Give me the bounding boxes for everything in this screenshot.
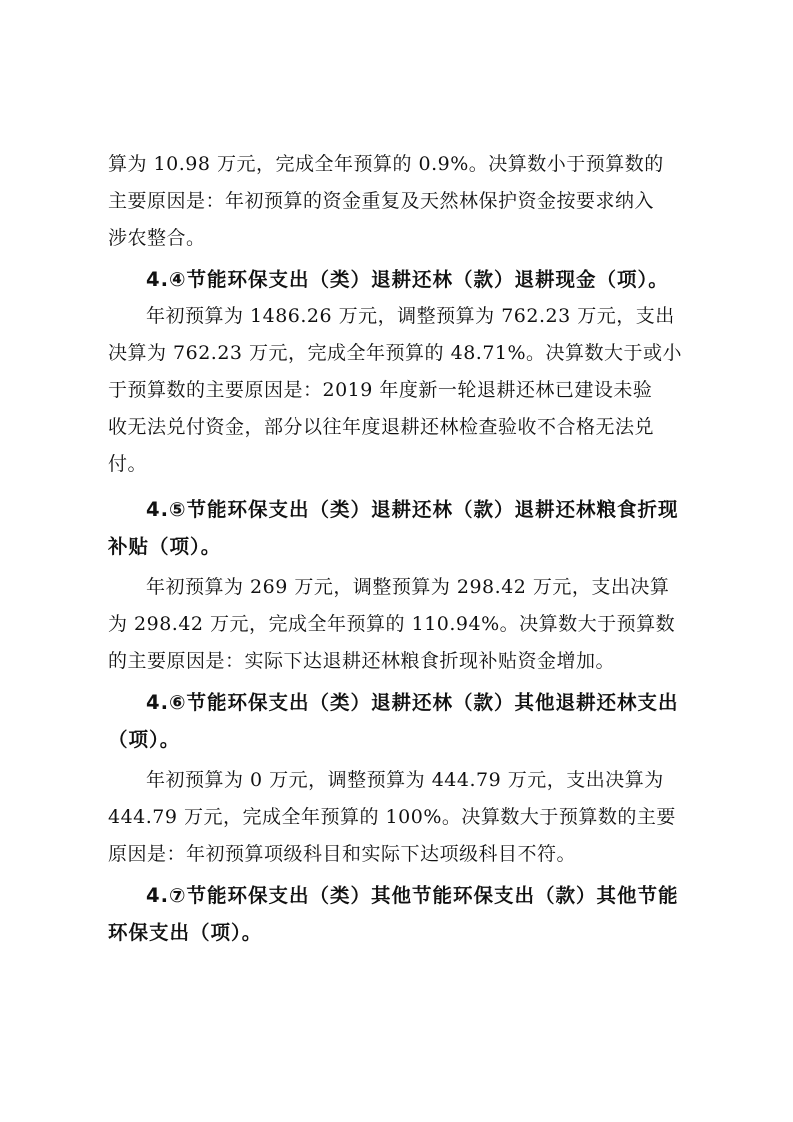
- section-4-7-heading-line-1: 4.⑦节能环保支出（类）其他节能环保支出（款）其他节能: [146, 884, 679, 907]
- section-4-6-line-2: 444.79 万元，完成全年预算的 100%。决算数大于预算数的主要: [108, 806, 676, 828]
- section-4-5-heading-line-1: 4.⑤节能环保支出（类）退耕还林（款）退耕还林粮食折现: [146, 498, 679, 521]
- intro-line-1: 算为 10.98 万元，完成全年预算的 0.9%。决算数小于预算数的: [108, 153, 664, 175]
- section-4-6-heading-line-2: （项）。: [108, 728, 181, 751]
- section-4-5-line-1: 年初预算为 269 万元，调整预算为 298.42 万元，支出决算: [146, 576, 670, 598]
- document-body: [108, 146, 688, 951]
- intro-line-3: 涉农整合。: [108, 227, 206, 249]
- section-4-5-heading-line-2: 补贴（项）。: [108, 535, 222, 558]
- section-4-4-line-4: 收无法兑付资金，部分以往年度退耕还林检查验收不合格无法兑: [108, 416, 655, 438]
- section-4-4-line-3: 于预算数的主要原因是：2019 年度新一轮退耕还林已建设未验: [108, 379, 653, 401]
- section-4-5-line-2: 为 298.42 万元，完成全年预算的 110.94%。决算数大于预算数: [108, 613, 676, 635]
- section-4-7-heading-line-2: 环保支出（项）。: [108, 921, 263, 944]
- section-4-5-line-3: 的主要原因是：实际下达退耕还林粮食折现补贴资金增加。: [108, 650, 616, 672]
- section-4-6-heading-line-1: 4.⑥节能环保支出（类）退耕还林（款）其他退耕还林支出: [146, 691, 679, 714]
- intro-line-2: 主要原因是：年初预算的资金重复及天然林保护资金按要求纳入: [108, 190, 655, 212]
- section-4-6-line-3: 原因是：年初预算项级科目和实际下达项级科目不符。: [108, 843, 577, 865]
- section-4-6-line-1: 年初预算为 0 万元，调整预算为 444.79 万元，支出决算为: [146, 769, 664, 791]
- section-4-4-heading: 4.④节能环保支出（类）退耕还林（款）退耕现金（项）。: [146, 268, 669, 291]
- section-4-4-line-1: 年初预算为 1486.26 万元，调整预算为 762.23 万元，支出: [146, 305, 675, 327]
- section-4-4-line-2: 决算为 762.23 万元，完成全年预算的 48.71%。决算数大于或小: [108, 342, 683, 364]
- section-4-4-line-5: 付。: [108, 453, 148, 475]
